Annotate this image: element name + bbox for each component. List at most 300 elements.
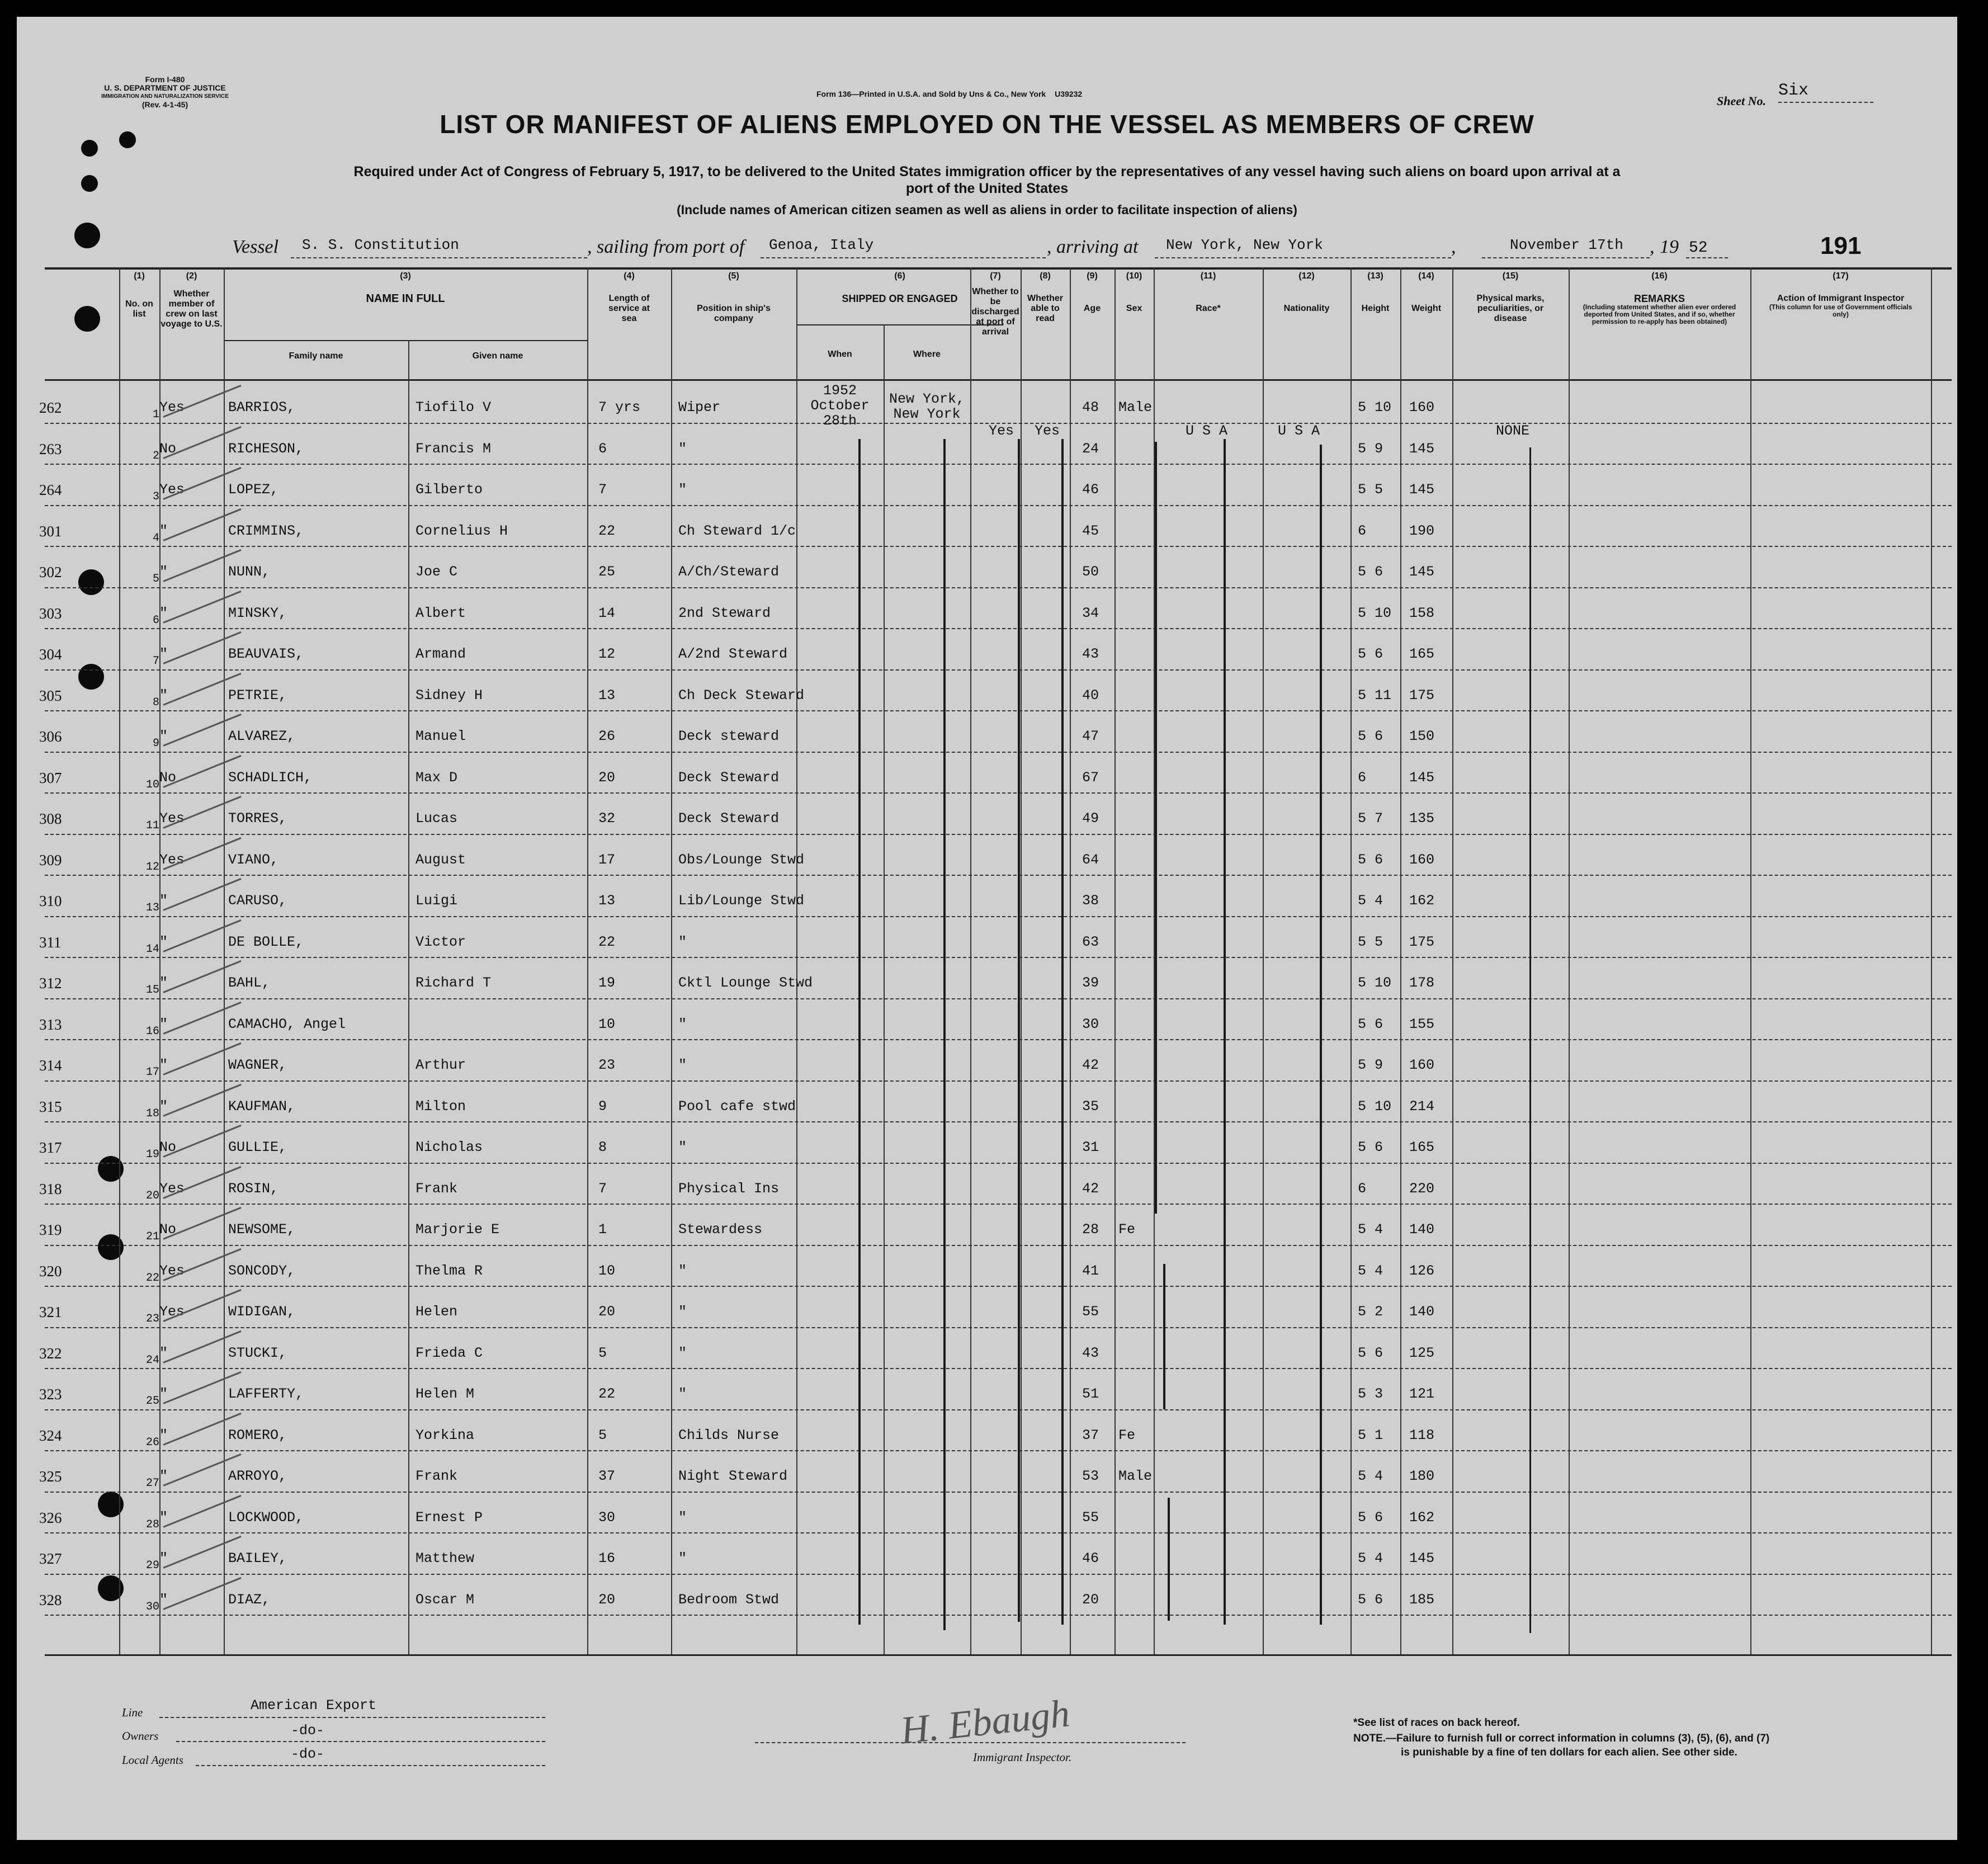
row-age: 55: [1082, 1304, 1099, 1320]
row-divider: [45, 1080, 1952, 1082]
punch-hole: [81, 175, 98, 192]
row-reference-number: 302: [39, 564, 62, 581]
row-reference-number: 314: [39, 1057, 62, 1074]
row-position: ": [678, 1550, 687, 1566]
row-age: 63: [1082, 933, 1099, 950]
row-divider: [45, 834, 1952, 835]
row-service-length: 20: [598, 769, 616, 786]
row-list-number: 26: [145, 1436, 159, 1449]
row-height: 5 5: [1358, 933, 1383, 950]
row-position: ": [678, 1139, 687, 1155]
row-service-length: 7 yrs: [598, 399, 641, 416]
row-family-name: VIANO,: [228, 851, 279, 868]
row-reference-number: 264: [39, 482, 62, 498]
row-reference-number: 321: [39, 1304, 62, 1320]
header-col7: [970, 271, 1021, 337]
row-age: 47: [1082, 728, 1099, 744]
row-age: 39: [1082, 975, 1099, 991]
row-service-length: 32: [598, 810, 616, 827]
line-label: Line: [122, 1706, 143, 1719]
row-age: 38: [1082, 893, 1099, 909]
row-last-voyage: Yes: [159, 810, 185, 827]
row-height: 5 9: [1358, 440, 1383, 457]
row-weight: 160: [1409, 851, 1435, 868]
col15-label: Physical marks, peculiarities, or disease: [1476, 294, 1545, 323]
row-height: 6: [1358, 522, 1367, 539]
header-col11: [1154, 271, 1263, 314]
ditto-line: [1320, 445, 1322, 1625]
row-weight: 190: [1409, 522, 1435, 539]
row-reference-number: 310: [39, 893, 62, 909]
col10-label: Sex: [1126, 304, 1142, 313]
row-given-name: Marjorie E: [415, 1221, 500, 1238]
row-given-name: Helen M: [415, 1386, 475, 1402]
ditto-line: [1155, 442, 1157, 1214]
row-last-voyage: ": [159, 522, 168, 539]
ditto-line: [1529, 447, 1531, 1633]
col15-number: (15): [1502, 271, 1519, 281]
col10-number: (10): [1126, 271, 1142, 281]
line-underline: [159, 1717, 545, 1718]
row-family-name: BAHL,: [228, 975, 271, 991]
row-given-name: Manuel: [415, 728, 466, 744]
row-position: ": [678, 1509, 687, 1526]
row-given-name: Gilberto: [415, 482, 483, 498]
row-service-length: 30: [598, 1509, 616, 1526]
row-age: 42: [1082, 1057, 1099, 1073]
stamp-number: 191: [1820, 232, 1862, 259]
row-service-length: 7: [598, 1180, 607, 1197]
row-weight: 165: [1409, 646, 1435, 662]
row-weight: 118: [1409, 1427, 1435, 1443]
row-family-name: DIAZ,: [228, 1591, 271, 1608]
col11-label: Race*: [1196, 304, 1221, 313]
row-reference-number: 317: [39, 1139, 62, 1156]
subtitle-act-line-1: Required under Act of Congress of February 5, 1917, to be delivered to the United States immigration officer by the representatives of any vessel having such aliens on board upon arrival at a: [353, 164, 1621, 180]
row-position: Night Steward: [678, 1468, 788, 1484]
service-name: IMMIGRATION AND NATURALIZATION SERVICE: [101, 93, 229, 100]
row-position: Lib/Lounge Stwd: [678, 893, 805, 909]
row-position: Deck steward: [678, 728, 780, 744]
col-divider: [1931, 267, 1932, 1654]
ditto-line: [1224, 439, 1226, 1625]
row-divider: [45, 505, 1952, 506]
row-list-number: 24: [145, 1353, 159, 1367]
row-weight: 175: [1409, 933, 1435, 950]
col16-label: REMARKS: [1633, 293, 1685, 304]
row-weight: 162: [1409, 1509, 1435, 1526]
inspector-label: Immigrant Inspector.: [973, 1750, 1072, 1764]
row-last-voyage: ": [159, 933, 168, 950]
row-age: 37: [1082, 1427, 1099, 1443]
owners-value: -do-: [291, 1723, 325, 1739]
row-family-name: LAFFERTY,: [228, 1386, 304, 1402]
ditto-line: [943, 439, 946, 1630]
row-height: 5 5: [1358, 482, 1383, 498]
row-age: 64: [1082, 851, 1099, 868]
row-list-number: 18: [145, 1107, 159, 1120]
row-given-name: Ernest P: [415, 1509, 483, 1526]
row-list-number: 4: [152, 531, 159, 545]
col8-label: Whether able to read: [1027, 294, 1063, 323]
row-given-name: Max D: [415, 769, 458, 786]
row-sex: Fe: [1118, 1427, 1136, 1443]
row-reference-number: 303: [39, 605, 62, 622]
row-last-voyage: ": [159, 1057, 168, 1073]
row-last-voyage: ": [159, 893, 168, 909]
manifest-sheet: [17, 17, 1957, 1840]
row-reference-number: 319: [39, 1221, 62, 1238]
row-last-voyage: Yes: [159, 399, 185, 416]
row-reference-number: 315: [39, 1098, 62, 1115]
vessel-value: S. S. Constitution: [302, 237, 459, 253]
row-family-name: DE BOLLE,: [228, 933, 304, 950]
row-reference-number: 312: [39, 975, 62, 992]
row-list-number: 1: [152, 408, 159, 421]
row-age: 46: [1082, 482, 1099, 498]
col-divider: [671, 267, 672, 1654]
row-age: 53: [1082, 1468, 1099, 1484]
row-weight: 150: [1409, 728, 1435, 744]
row-service-length: 9: [598, 1098, 607, 1115]
col-divider: [1750, 267, 1751, 1654]
row-list-number: 6: [152, 614, 159, 627]
discharged-value: Yes: [989, 423, 1014, 439]
row-last-voyage: ": [159, 975, 168, 991]
header-col4: [587, 271, 671, 324]
col13-label: Height: [1361, 304, 1390, 313]
line-value: American Export: [251, 1697, 377, 1714]
row-sex: Male: [1118, 1468, 1153, 1484]
row-height: 5 10: [1358, 975, 1392, 991]
row-height: 5 6: [1358, 728, 1383, 744]
row-given-name: Luigi: [415, 893, 458, 909]
row-weight: 158: [1409, 605, 1435, 621]
row-divider: [45, 1163, 1952, 1164]
row-weight: 145: [1409, 769, 1435, 786]
row-age: 48: [1082, 399, 1099, 416]
row-family-name: WIDIGAN,: [228, 1304, 296, 1320]
row-divider: [45, 628, 1952, 629]
row-height: 5 1: [1358, 1427, 1383, 1443]
sheet-number-underline: [1778, 102, 1873, 103]
row-position: Ch Steward 1/c: [678, 522, 796, 539]
row-position: ": [678, 1304, 687, 1320]
col12-number: (12): [1298, 271, 1315, 281]
row-divider: [45, 669, 1952, 671]
date-underline: [1482, 257, 1650, 258]
row-age: 24: [1082, 440, 1099, 457]
shipped-when: 1952 October 28th: [810, 383, 870, 429]
row-list-number: 8: [152, 696, 159, 709]
row-divider: [45, 464, 1952, 465]
row-age: 45: [1082, 522, 1099, 539]
header-col5: [671, 271, 796, 324]
header-col15: [1452, 271, 1569, 324]
row-position: Childs Nurse: [678, 1427, 780, 1443]
col6-number: (6): [894, 271, 905, 281]
row-position: Pool cafe stwd: [678, 1098, 796, 1115]
row-service-length: 22: [598, 933, 616, 950]
row-given-name: Nicholas: [415, 1139, 483, 1155]
punch-hole: [78, 664, 104, 690]
row-age: 31: [1082, 1139, 1099, 1155]
col4-label: Length of service at sea: [608, 294, 650, 323]
row-family-name: WAGNER,: [228, 1057, 287, 1073]
page-title: LIST OR MANIFEST OF ALIENS EMPLOYED ON THE VESSEL AS MEMBERS OF CREW: [440, 110, 1534, 139]
row-family-name: SCHADLICH,: [228, 769, 313, 786]
col3-label: NAME IN FULL: [366, 292, 445, 305]
row-list-number: 30: [145, 1600, 159, 1613]
row-last-voyage: No: [159, 769, 177, 786]
row-age: 51: [1082, 1386, 1099, 1402]
row-last-voyage: ": [159, 1344, 168, 1361]
row-list-number: 21: [145, 1230, 159, 1243]
row-reference-number: 320: [39, 1262, 62, 1280]
form-number: Form I-480: [145, 75, 185, 84]
form-revision: (Rev. 4-1-45): [141, 100, 188, 109]
row-given-name: August: [415, 851, 466, 868]
row-reference-number: 309: [39, 851, 62, 869]
punch-hole: [78, 569, 104, 595]
col7-label: Whether to be discharged at port of arrival: [971, 287, 1019, 337]
agents-underline: [196, 1765, 545, 1766]
row-age: 67: [1082, 769, 1099, 786]
row-age: 41: [1082, 1262, 1099, 1279]
arriving-label: , arriving at: [1047, 237, 1139, 257]
row-service-length: 14: [598, 605, 616, 621]
row-divider: [45, 1327, 1952, 1328]
row-family-name: RICHESON,: [228, 440, 304, 457]
sailing-label: , sailing from port of: [587, 237, 745, 257]
ditto-line: [1061, 439, 1064, 1625]
row-reference-number: 326: [39, 1509, 62, 1526]
row-family-name: KAUFMAN,: [228, 1098, 296, 1115]
col1-number: (1): [134, 271, 145, 281]
header-col8: [1021, 271, 1070, 324]
col-divider: [970, 267, 971, 1654]
row-age: 30: [1082, 1016, 1099, 1032]
row-height: 5 4: [1358, 1221, 1383, 1238]
row-position: A/2nd Steward: [678, 646, 788, 662]
col2-number: (2): [186, 271, 197, 281]
table-top-border: [45, 267, 1952, 270]
row-height: 5 9: [1358, 1057, 1383, 1073]
row-divider: [45, 792, 1952, 794]
row-weight: 185: [1409, 1591, 1435, 1608]
row-height: 5 6: [1358, 851, 1383, 868]
row-last-voyage: No: [159, 440, 177, 457]
row-family-name: NUNN,: [228, 564, 271, 580]
row-family-name: ARROYO,: [228, 1468, 287, 1484]
row-given-name: Helen: [415, 1304, 458, 1320]
row-given-name: Albert: [415, 605, 466, 621]
row-reference-number: 328: [39, 1591, 62, 1608]
ditto-line: [858, 439, 861, 1625]
row-family-name: CRIMMINS,: [228, 522, 304, 539]
row-position: ": [678, 1057, 687, 1073]
col-divider: [1263, 267, 1264, 1654]
punch-hole: [74, 223, 100, 248]
row-given-name: Frank: [415, 1468, 458, 1484]
race-value: U S A: [1186, 423, 1228, 439]
row-list-number: 20: [145, 1189, 159, 1202]
row-last-voyage: ": [159, 1468, 168, 1484]
agents-label: Local Agents: [122, 1753, 183, 1767]
comma: ,: [1451, 237, 1456, 257]
row-last-voyage: ": [159, 1509, 168, 1526]
row-service-length: 12: [598, 646, 616, 662]
row-given-name: Matthew: [415, 1550, 475, 1566]
row-service-length: 23: [598, 1057, 616, 1073]
row-last-voyage: Yes: [159, 1262, 185, 1279]
row-sex: Male: [1118, 399, 1153, 416]
row-height: 5 11: [1358, 687, 1392, 704]
row-reference-number: 263: [39, 440, 62, 457]
row-position: Bedroom Stwd: [678, 1591, 780, 1608]
row-list-number: 29: [145, 1559, 159, 1572]
header-col3: [224, 271, 587, 304]
row-list-number: 23: [145, 1313, 159, 1325]
row-family-name: PETRIE,: [228, 687, 287, 704]
row-weight: 140: [1409, 1221, 1435, 1238]
row-given-name: Tiofilo V: [415, 399, 492, 416]
col3-given-header: Given name: [472, 351, 523, 361]
row-list-number: 19: [145, 1148, 159, 1161]
row-reference-number: 323: [39, 1386, 62, 1403]
row-divider: [45, 1368, 1952, 1369]
nationality-value: U S A: [1278, 423, 1320, 439]
row-position: ": [678, 1344, 687, 1361]
row-family-name: NEWSOME,: [228, 1221, 296, 1238]
row-position: Obs/Lounge Stwd: [678, 851, 805, 868]
row-last-voyage: Yes: [159, 1180, 185, 1197]
row-height: 5 2: [1358, 1304, 1383, 1320]
col6-label: SHIPPED OR ENGAGED: [842, 293, 958, 304]
row-weight: 125: [1409, 1344, 1435, 1361]
row-age: 35: [1082, 1098, 1099, 1115]
col-divider: [1350, 267, 1352, 1654]
row-list-number: 27: [145, 1477, 159, 1490]
col-divider: [1452, 267, 1453, 1654]
row-age: 46: [1082, 1550, 1099, 1566]
row-position: ": [678, 933, 687, 950]
row-height: 5 10: [1358, 605, 1392, 621]
row-service-length: 5: [598, 1344, 607, 1361]
row-divider: [45, 1615, 1952, 1616]
row-reference-number: 313: [39, 1016, 62, 1033]
row-last-voyage: ": [159, 1591, 168, 1608]
row-height: 5 4: [1358, 893, 1383, 909]
row-last-voyage: ": [159, 687, 168, 704]
header-col17: [1750, 271, 1931, 318]
row-service-length: 19: [598, 975, 616, 991]
row-service-length: 22: [598, 522, 616, 539]
row-weight: 140: [1409, 1304, 1435, 1320]
row-age: 34: [1082, 605, 1099, 621]
row-list-number: 15: [145, 984, 159, 997]
row-family-name: SONCODY,: [228, 1262, 296, 1279]
row-last-voyage: ": [159, 605, 168, 621]
row-list-number: 5: [152, 573, 159, 586]
row-service-length: 25: [598, 564, 616, 580]
row-family-name: MINSKY,: [228, 605, 287, 621]
col17-number: (17): [1833, 271, 1849, 281]
row-last-voyage: No: [159, 1221, 177, 1238]
ditto-line: [1168, 1498, 1170, 1621]
row-list-number: 2: [152, 449, 159, 463]
row-family-name: STUCKI,: [228, 1344, 287, 1361]
row-list-number: 9: [152, 737, 159, 750]
row-weight: 121: [1409, 1386, 1435, 1402]
row-list-number: 13: [145, 902, 159, 914]
row-service-length: 10: [598, 1262, 616, 1279]
row-reference-number: 324: [39, 1427, 62, 1444]
subtitle-include: (Include names of American citizen seamen as well as aliens in order to facilitate inspection of aliens): [677, 202, 1297, 217]
row-family-name: TORRES,: [228, 810, 287, 827]
punch-hole: [74, 306, 100, 332]
row-last-voyage: ": [159, 564, 168, 580]
row-weight: 180: [1409, 1468, 1435, 1484]
year-underline: [1686, 257, 1728, 258]
row-age: 55: [1082, 1509, 1099, 1526]
row-age: 49: [1082, 810, 1099, 827]
row-height: 5 4: [1358, 1262, 1383, 1279]
row-position: ": [678, 482, 687, 498]
row-list-number: 12: [145, 860, 159, 874]
row-last-voyage: No: [159, 1139, 177, 1155]
form-identifier: [101, 75, 229, 109]
row-given-name: Francis M: [415, 440, 492, 457]
year-prefix: 19: [1660, 237, 1679, 257]
row-position: 2nd Steward: [678, 605, 771, 621]
col14-label: Weight: [1411, 304, 1442, 313]
row-reference-number: 301: [39, 522, 62, 540]
row-reference-number: 308: [39, 810, 62, 827]
row-divider: [45, 1286, 1952, 1287]
row-reference-number: 262: [39, 399, 62, 416]
row-service-length: 22: [598, 1386, 616, 1402]
col-divider: [1021, 267, 1022, 1654]
row-position: A/Ch/Steward: [678, 564, 780, 580]
row-family-name: CAMACHO, Angel: [228, 1016, 346, 1032]
row-service-length: 10: [598, 1016, 616, 1032]
row-position: Stewardess: [678, 1221, 763, 1238]
row-last-voyage: ": [159, 728, 168, 744]
table-bottom-border: [45, 1654, 1952, 1656]
row-divider: [45, 1532, 1952, 1533]
row-given-name: Thelma R: [415, 1262, 483, 1279]
row-last-voyage: ": [159, 646, 168, 662]
col6-where-header: Where: [913, 350, 941, 359]
row-height: 5 3: [1358, 1386, 1383, 1402]
row-service-length: 7: [598, 482, 607, 498]
row-weight: 145: [1409, 440, 1435, 457]
row-divider: [45, 875, 1952, 876]
inspector-signature: H. Ebaugh: [898, 1692, 1072, 1753]
row-service-length: 26: [598, 728, 616, 744]
col12-label: Nationality: [1283, 304, 1330, 313]
physical-marks-value: NONE: [1496, 423, 1530, 439]
row-service-length: 1: [598, 1221, 607, 1238]
row-list-number: 25: [145, 1395, 159, 1408]
col-divider: [587, 267, 588, 1654]
row-last-voyage: Yes: [159, 482, 185, 498]
row-last-voyage: Yes: [159, 851, 185, 868]
agents-value: -do-: [291, 1746, 325, 1762]
row-family-name: LOCKWOOD,: [228, 1509, 304, 1526]
header-col12: [1263, 271, 1350, 314]
